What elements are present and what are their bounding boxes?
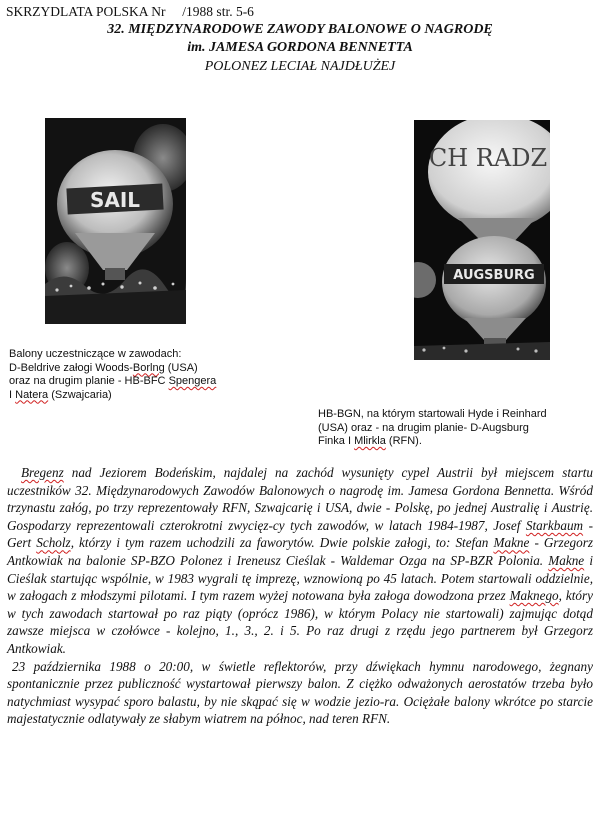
balloons-photo-left-graphic (45, 118, 186, 324)
caption-text: Finka I (318, 435, 355, 447)
caption-text: Spengera (168, 375, 217, 387)
caption-line (9, 389, 289, 403)
article-subtitle: POLONEZ LECIAŁ NAJDŁUŻEJ (204, 59, 396, 74)
body-text-span: Starkbaum (525, 517, 584, 533)
body-text-span: Scholz (36, 535, 71, 551)
article-title-line-2: im. JAMESA GORDONA BENNETTA (187, 40, 413, 55)
caption-text: D-Beldrive załogi Woods- (9, 361, 133, 374)
right-balloon-top-text: CH RADZ (428, 144, 548, 172)
balloons-photo-left (45, 118, 186, 324)
caption-text: I (9, 388, 16, 401)
body-text-span: Makne (548, 552, 585, 568)
body-text-span: Makne (493, 535, 530, 551)
caption-line (318, 408, 598, 422)
caption-text: (RFN). (385, 435, 422, 447)
body-text-span: Maknego (509, 588, 559, 604)
caption-text: (USA) (164, 361, 198, 374)
caption-text: oraz na drugim planie - HB-BFC (9, 375, 169, 387)
caption-text: (Szwajcaria) (48, 388, 112, 401)
caption-text: Natera (15, 388, 49, 401)
article-body (7, 464, 593, 728)
left-balloon-logo: SAIL (89, 188, 141, 212)
body-text-span: , którzy i tym razem uchodzili za faworytów. Dwie polskie załogi, to: Stefan (70, 535, 494, 551)
caption-text: (USA) oraz - na drugim planie- D-Augsburg (318, 421, 529, 434)
caption-text: Borlng (132, 361, 165, 374)
article-title-line-1: 32. MIĘDZYNARODOWE ZAWODY BALONOWE O NAGRODĘ (107, 22, 493, 37)
paragraph-1 (7, 464, 593, 658)
paragraph-2: 23 października 1988 o 20:00, w świetle reflektorów, przy dźwiękach hymnu narodowego, żegnany spontanicznie przez publiczność wystartował pierwszy balon. Z ciężko odważonych aerostatów trzeba było natychmiast wysypać sporo balastu, by nie skąpać się w wodzie jezio-ra. Ociężałe balony wkrótce po starcie majestatycznie odlatywały ze słabym wiatrem na północ, nad teren RFN. (7, 658, 593, 727)
caption-line (9, 348, 289, 362)
caption-text: HB-BGN, na którym startowali Hyde i Reinhard (318, 408, 547, 420)
balloons-photo-right (414, 120, 550, 360)
right-balloon-bottom-text: AUGSBURG (453, 268, 535, 283)
source-line: SKRZYDLATA POLSKA Nr /1988 str. 5-6 (6, 4, 254, 19)
balloons-photo-right-graphic (414, 120, 550, 360)
photo-left-caption (9, 348, 289, 402)
caption-text: Balony uczestniczące w zawodach: (9, 348, 182, 360)
caption-line (318, 435, 598, 449)
caption-line (318, 422, 598, 436)
photo-right-caption (318, 408, 598, 449)
caption-line (9, 375, 289, 389)
body-text-span: nad Jeziorem Bodeńskim, najdalej na zachód wysunięty cypel Austrii był miejscem startu uczestników 32. Międzynarodowych Zawodów Balonowych o nagrodę im. Jamesa Gordona Bennetta. Wśród trzynastu załóg, po trzy reprezentowały RFN, Szwajcarię i USA, dwie - Polskę, po jednej Australię i Austrię. Gospodarzy reprezentowali czterokrotni zwycięz-cy tych zawodów, w latach 1984-1987, Josef (7, 465, 593, 533)
body-text-span: Bregenz (21, 465, 64, 480)
body-text-span: - Gert (7, 517, 593, 551)
body-text-span: i Cieślak startując wspólnie, w 1983 wygrali tę imprezę, wznowioną po 45 latach. Potem startowali oddzielnie, w załogach z młodszymi pilotami. I tym razem wyżej notowana była załoga dowodzona przez (7, 552, 594, 604)
caption-line (9, 362, 289, 376)
body-text-span: , który w tych zawodach startował po raz piąty (oprócz 1986), w którym Polacy nie startowali) zajmując dotąd zawsze miejsca w czołówce - kolejno, 1., 3., 2. i 5. Po raz drugi z rzędu jego partnerem był Grzegorz Antkowiak. (7, 588, 593, 656)
body-text-span: - Grzegorz Antkowiak na balonie SP-BZO Polonez i Ireneusz Cieślak - Waldemar Ozga na SP-BZR Polonia. (7, 535, 593, 568)
caption-text: Mlirkla (354, 435, 386, 447)
